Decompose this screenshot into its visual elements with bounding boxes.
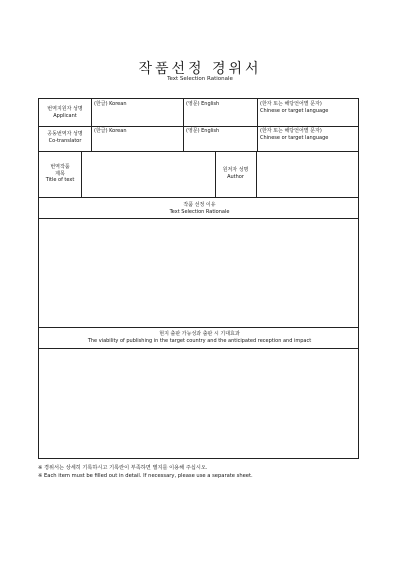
rationale-heading-en: Text Selection Rationale — [169, 208, 230, 215]
cotranslator-korean-field[interactable] — [92, 135, 182, 150]
cotranslator-label-en: Co-translator — [48, 137, 82, 144]
applicant-label-en: Applicant — [53, 112, 77, 119]
applicant-english-label: (영문) English — [186, 101, 220, 107]
cotranslator-english-label: (영문) English — [186, 128, 220, 134]
rationale-heading-ko: 작품 선정 이유 — [183, 202, 216, 208]
row-divider — [39, 327, 358, 328]
applicant-target-label-ko: (한자 또는 해당언어별 문자) — [260, 101, 322, 107]
author-label — [215, 167, 256, 180]
applicant-target-label-en: Chinese or target language — [260, 107, 329, 114]
author-field[interactable] — [257, 152, 358, 196]
viability-heading-ko: 현지 출판 가능성과 출판 시 기대효과 — [159, 331, 240, 337]
selection-form — [38, 98, 359, 459]
applicant-korean-field[interactable] — [92, 108, 182, 125]
work-title-field[interactable] — [82, 152, 214, 196]
cotranslator-target-label-ko: (한자 또는 해당언어별 문자) — [260, 128, 322, 134]
work-title-label — [39, 164, 81, 184]
applicant-english-field[interactable] — [184, 108, 256, 125]
applicant-label-ko: 번역지원자 성명 — [47, 106, 83, 112]
author-label-en: Author — [227, 173, 244, 180]
row-divider — [39, 197, 358, 198]
rationale-field[interactable] — [40, 219, 358, 326]
cotranslator-korean-label: (한글) Korean — [94, 128, 127, 134]
viability-field[interactable] — [40, 349, 358, 458]
cotranslator-target-field[interactable] — [258, 141, 358, 150]
cotranslator-label — [39, 131, 91, 144]
footnote-en: ※ Each item must be filled out in detail. If necessary, please use a separate sheet. — [38, 473, 253, 479]
viability-heading — [39, 331, 360, 344]
rationale-heading — [39, 202, 360, 215]
cotranslator-label-ko: 공동번역자 성명 — [47, 131, 83, 137]
work-title-label-ko1: 번역작품 — [50, 164, 70, 170]
cotranslator-english-field[interactable] — [184, 135, 256, 150]
cotranslator-target-label-en: Chinese or target language — [260, 134, 329, 141]
viability-heading-en: The viability of publishing in the target country and the anticipated reception and impact — [87, 337, 312, 344]
work-title-label-en: Title of text — [45, 177, 75, 183]
work-title-label-ko2: 제목 — [55, 170, 65, 177]
row-divider — [39, 126, 358, 127]
applicant-label — [39, 106, 91, 119]
applicant-target-field[interactable] — [258, 114, 358, 125]
form-subtitle: Text Selection Rationale — [167, 76, 233, 82]
cotranslator-target-label — [260, 128, 328, 141]
form-title: 작품선정 경위서 — [138, 61, 262, 77]
applicant-korean-label: (한글) Korean — [94, 101, 127, 107]
applicant-target-label — [260, 101, 328, 114]
author-label-ko: 원저자 성명 — [222, 167, 249, 173]
footnote-ko: ※ 경위서는 상세히 기록하시고 기록란이 부족하면 별지를 이용해 주십시오. — [38, 465, 208, 471]
